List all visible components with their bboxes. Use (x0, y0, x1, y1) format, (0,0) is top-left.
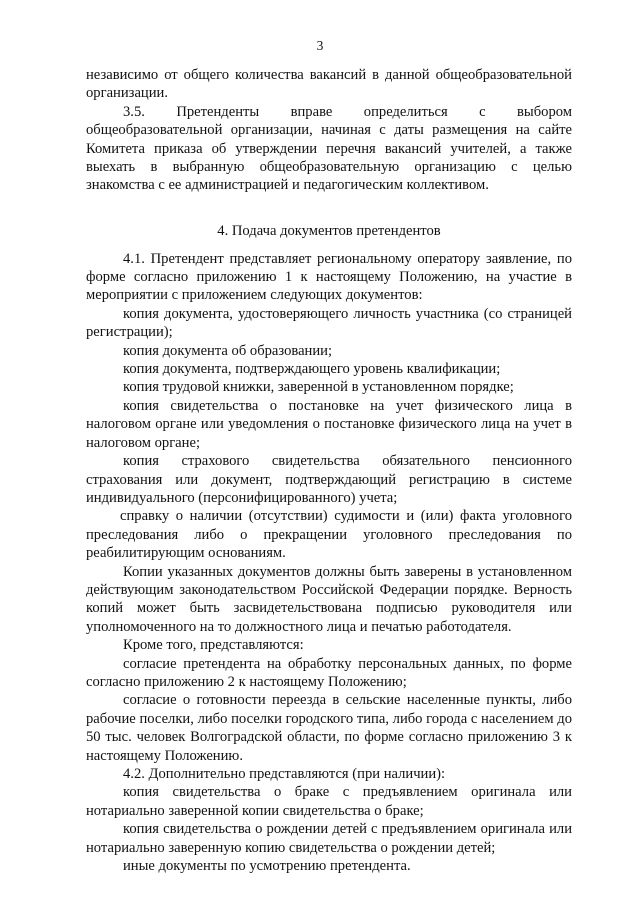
section-heading-4: 4. Подача документов претендентов (217, 223, 441, 240)
list-item-tax-registration: копия свидетельства о постановке на учет физического лица в налоговом органе или уведомления о постановке физического лица на учет в налоговом органе; (86, 397, 572, 451)
spacer (86, 195, 572, 213)
paragraph-4-1: 4.1. Претендент представляет региональному оператору заявление, по форме согласно приложению 1 к настоящему Положению, на участие в мероприятии с приложением следующих документов: (86, 250, 572, 304)
list-item-marriage-certificate: копия свидетельства о браке с предъявлением оригинала или нотариально заверенной копии свидетельства о браке; (86, 784, 572, 819)
list-item-education-document: копия документа об образовании; (123, 342, 333, 359)
list-item-relocation-consent: согласие о готовности переезда в сельские населенные пункты, либо рабочие поселки, либо поселки городского типа, либо города с населением до 50 тыс. человек Волгоградской области, по форме согласно приложению 3 к настоящему Положению. (86, 692, 572, 764)
paragraph-additionally-submitted: Кроме того, представляются: (123, 637, 304, 654)
paragraph-3-5: 3.5. Претенденты вправе определиться с выбором общеобразовательной организации, начиная с даты размещения на сайте Комитета приказа об утверждении перечня вакансий учителей, а также выехать в выбранную общеобразовательную организацию с целью знакомства с ее администрацией и педагогическим коллективом. (86, 103, 572, 194)
spacer (86, 213, 572, 222)
list-item-employment-record: копия трудовой книжки, заверенной в установленном порядке; (123, 379, 514, 396)
list-item-pension-insurance: копия страхового свидетельства обязательного пенсионного страхования или документ, подтверждающий регистрацию в системе индивидуального (персонифицированного) учета; (86, 453, 572, 506)
paragraph-4-2: 4.2. Дополнительно представляются (при наличии): (123, 766, 446, 783)
list-item-qualification-document: копия документа, подтверждающего уровень квалификации; (123, 361, 501, 378)
page-number: 3 (316, 38, 324, 53)
list-item-identity-document: копия документа, удостоверяющего личность участника (со страницей регистрации); (86, 305, 572, 341)
document-body (86, 66, 572, 875)
list-item-birth-certificate: копия свидетельства о рождении детей с предъявлением оригинала или нотариально заверенную копию свидетельства о рождении детей; (86, 821, 572, 856)
paragraph-continuation: независимо от общего количества вакансий в данной общеобразовательной организации. (86, 67, 572, 102)
list-item-criminal-record-certificate: справку о наличии (отсутствии) судимости и (или) факта уголовного преследования либо о прекращении уголовного преследования по реабилитирующим основаниям. (86, 508, 572, 562)
paragraph-copies-certification: Копии указанных документов должны быть заверены в установленном действующим законодательством Российской Федерации порядке. Верность копий может быть засвидетельствована подписью руководителя или уполномоченного на то должностного лица и печатью работодателя. (86, 563, 572, 635)
list-item-personal-data-consent: согласие претендента на обработку персональных данных, по форме согласно приложению 2 к настоящему Положению; (86, 655, 572, 690)
list-item-other-documents: иные документы по усмотрению претендента. (123, 858, 411, 875)
spacer (86, 241, 572, 250)
